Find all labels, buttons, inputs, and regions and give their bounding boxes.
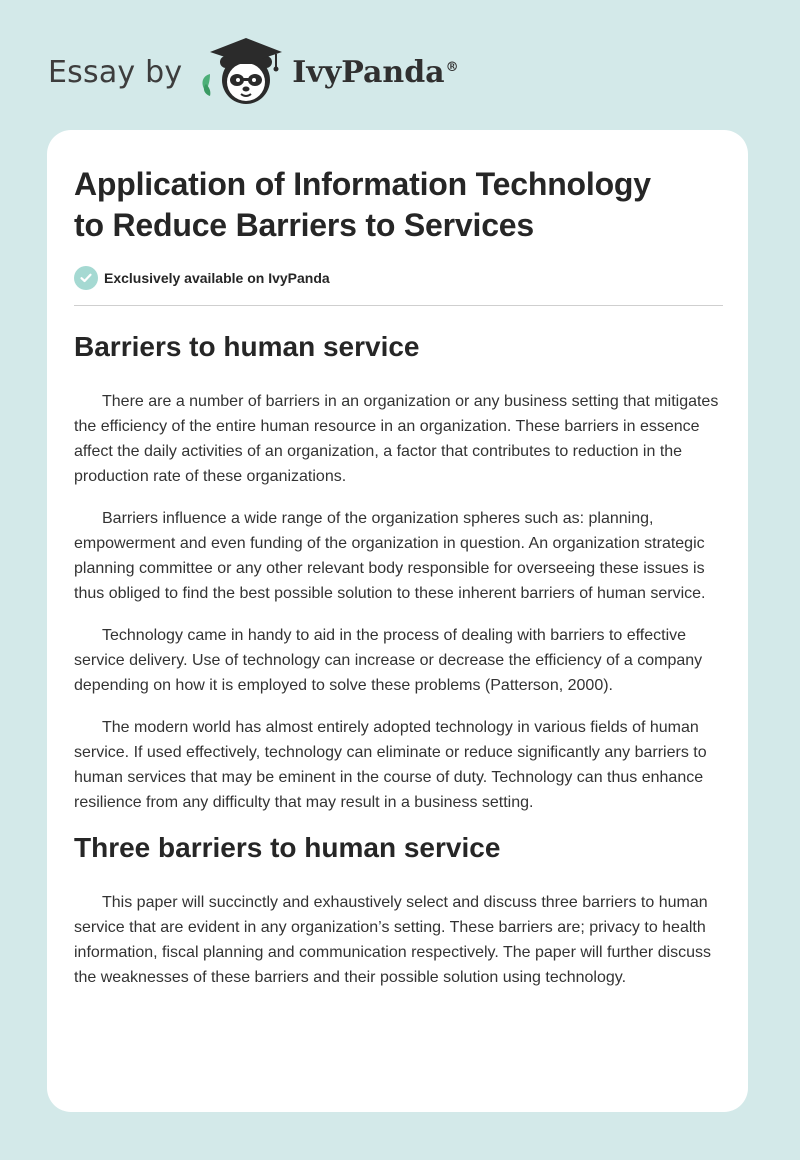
article-card <box>47 130 748 1112</box>
brand-name[interactable] <box>292 55 458 90</box>
site-header <box>48 34 459 110</box>
page-title <box>74 164 721 246</box>
registered-mark: ® <box>445 59 459 75</box>
panda-logo-icon[interactable] <box>196 34 288 110</box>
title-line-1: Application of Information Technology <box>74 166 651 202</box>
title-line-2: to Reduce Barriers to Services <box>74 207 534 243</box>
paragraph: This paper will succinctly and exhaustively select and discuss three barriers to human service that are evident in any organization’s setting. These barriers are; privacy to health information, fiscal planning and communication respectively. The paper will further discuss the weaknesses of these barriers and their possible solution using technology. <box>74 894 712 986</box>
exclusive-badge <box>74 266 721 290</box>
essay-by-label: Essay by <box>48 54 183 90</box>
brand-name-text: IvyPanda <box>292 54 445 90</box>
paragraph: The modern world has almost entirely adopted technology in various fields of human service. If used effectively, technology can eliminate or reduce significantly any barriers to human services that may be eminent in the course of duty. Technology can thus enhance resilience from any difficulty that may result in a business setting. <box>74 719 707 811</box>
paragraph: Barriers influence a wide range of the organization spheres such as: planning, empowerment and even funding of the organization in question. An organization strategic planning committee or any other relevant body responsible for overseeing these issues is thus obliged to find the best possible solution to these inherent barriers of human service. <box>74 510 706 602</box>
exclusive-text: Exclusively available on IvyPanda <box>104 270 330 286</box>
section-heading: Barriers to human service <box>74 331 420 362</box>
section-heading: Three barriers to human service <box>74 832 501 863</box>
divider <box>74 305 723 306</box>
paragraph: There are a number of barriers in an organization or any business setting that mitigates the efficiency of the entire human resource in an organization. These barriers in essence affect the daily activities of an organization, a factor that contributes to reduction in the production rate of these organizations. <box>74 393 719 485</box>
check-icon <box>74 266 98 290</box>
paragraph: Technology came in handy to aid in the process of dealing with barriers to effective service delivery. Use of technology can increase or decrease the efficiency of a company depending on how it is employed to solve these problems (Patterson, 2000). <box>74 627 703 694</box>
